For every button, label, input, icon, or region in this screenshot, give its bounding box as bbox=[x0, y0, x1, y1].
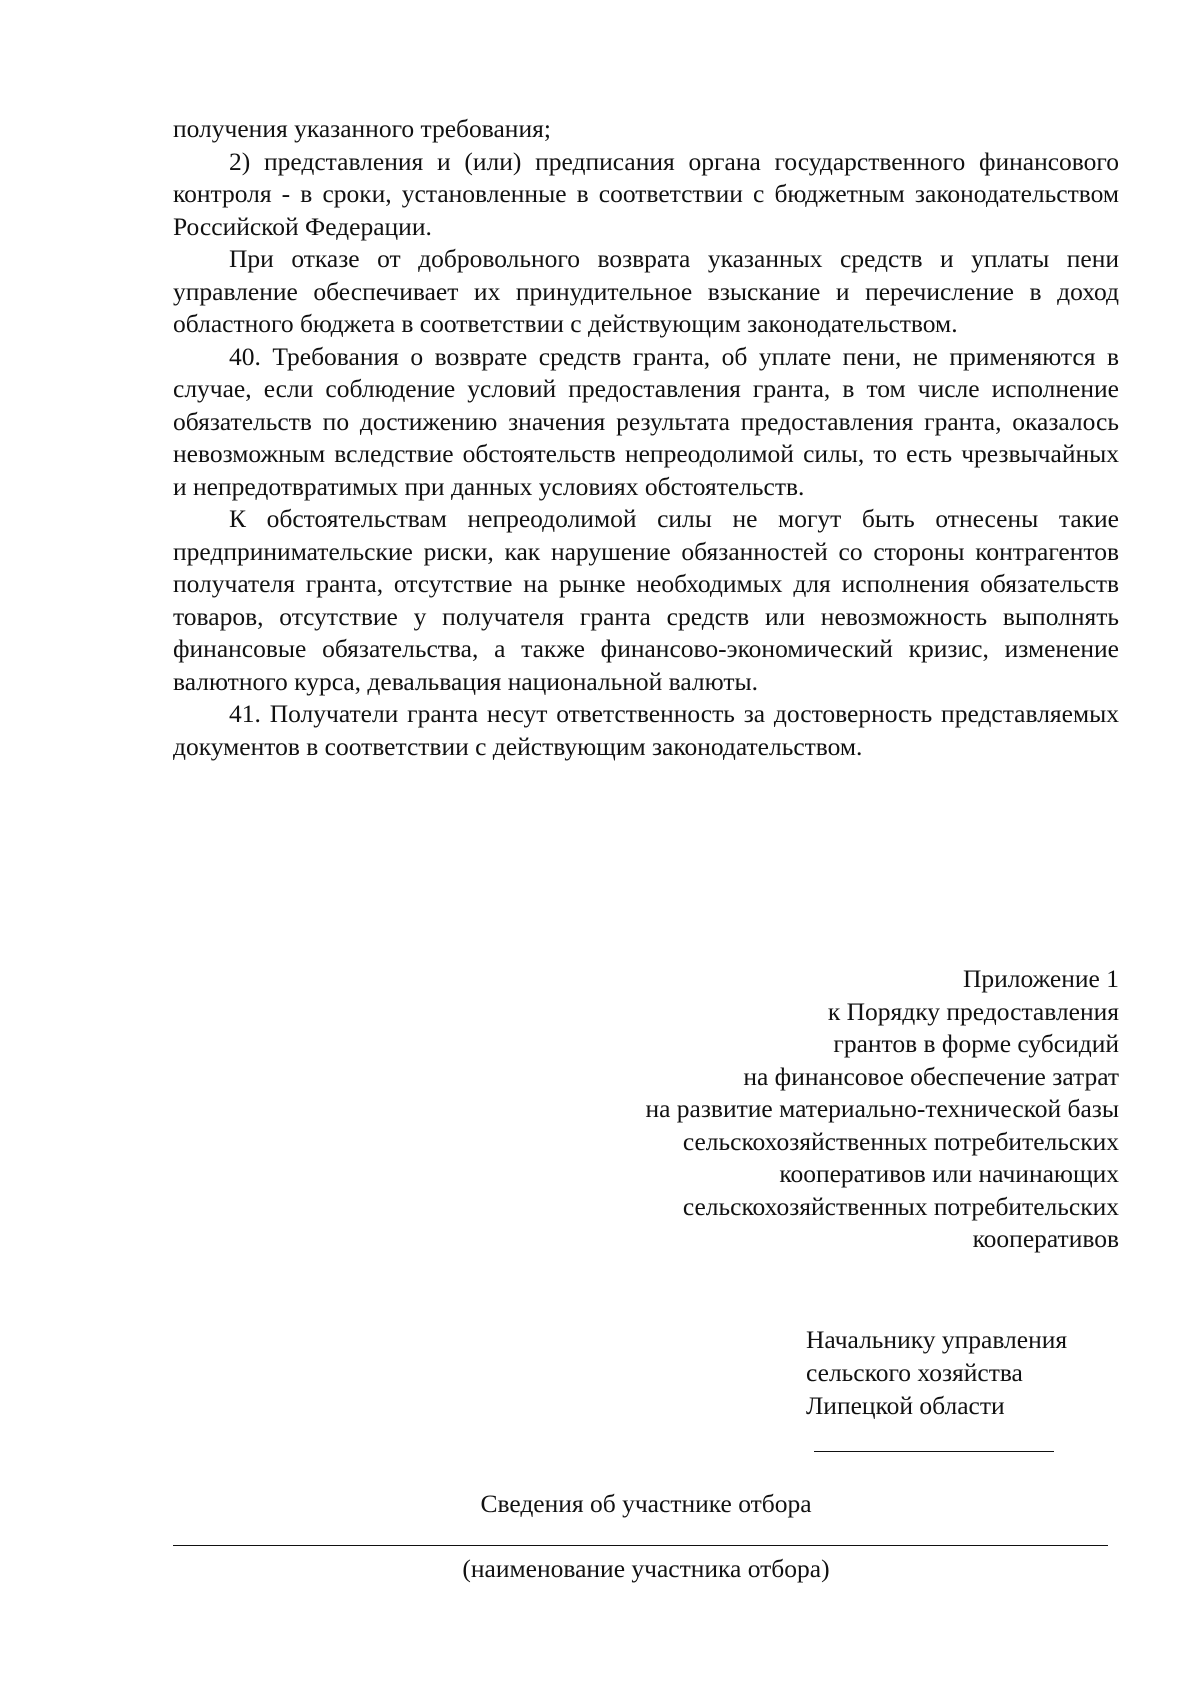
paragraph-2: 2) представления и (или) предписания органа государственного финансового контроля - в сроки, установленные в соответствии с бюджетным законодательством Российской Федерации. bbox=[173, 146, 1119, 241]
paragraph-40: 40. Требования о возврате средств гранта, об уплате пени, не применяются в случае, если соблюдение условий предоставления гранта, в том числе исполнение обязательств по достижению значения результата предоставления гранта, оказалось невозможным вследствие обстоятельств непреодолимой силы, то есть чрезвычайных и непредотвратимых при данных условиях обстоятельств. bbox=[173, 341, 1119, 501]
appendix-line: грантов в форме субсидий bbox=[833, 1029, 1119, 1058]
addressee-line: Липецкой области bbox=[806, 1391, 1005, 1420]
appendix-line: кооперативов или начинающих bbox=[779, 1159, 1119, 1188]
paragraph-force-majeure: К обстоятельствам непреодолимой силы не могут быть отнесены такие предпринимательские риски, как нарушение обязанностей со стороны контрагентов получателя гранта, отсутствие на рынке необходимых для исполнения обязательств товаров, отсутствие у получателя гранта средств или невозможность выполнять финансовые обязательства, а также финансово-экономический кризис, изменение валютного курса, девальвация национальной валюты. bbox=[173, 504, 1119, 696]
addressee-name-blank-line bbox=[814, 1451, 1054, 1452]
form-title: Сведения об участнике отбора bbox=[480, 1489, 812, 1518]
appendix-line: к Порядку предоставления bbox=[827, 996, 1119, 1026]
addressee-line: сельского хозяйства bbox=[806, 1358, 1023, 1387]
paragraph-41: 41. Получатели гранта несут ответственность за достоверность представляемых документов в соответствии с действующим законодательством. bbox=[173, 699, 1119, 761]
addressee-line: Начальнику управления bbox=[806, 1325, 1068, 1354]
addressee-block bbox=[806, 1323, 1067, 1422]
participant-name-blank-line bbox=[173, 1545, 1108, 1546]
appendix-line: на развитие материально-технической базы bbox=[645, 1094, 1119, 1123]
paragraph-3: При отказе от добровольного возврата указанных средств и уплаты пени управление обеспечивает их принудительное взыскание и перечисление в доход областного бюджета в соответствии с действующим законодательством. bbox=[173, 244, 1119, 338]
body-text bbox=[173, 113, 1119, 763]
appendix-line: сельскохозяйственных потребительских bbox=[682, 1191, 1119, 1221]
appendix-line: кооперативов bbox=[972, 1224, 1119, 1253]
appendix-line: сельскохозяйственных потребительских bbox=[682, 1126, 1119, 1156]
appendix-line: на финансовое обеспечение затрат bbox=[743, 1061, 1119, 1091]
appendix-header bbox=[499, 963, 1119, 1256]
paragraph-1: получения указанного требования; bbox=[173, 114, 551, 143]
participant-name-caption: (наименование участника отбора) bbox=[462, 1554, 830, 1583]
appendix-line: Приложение 1 bbox=[963, 964, 1119, 993]
